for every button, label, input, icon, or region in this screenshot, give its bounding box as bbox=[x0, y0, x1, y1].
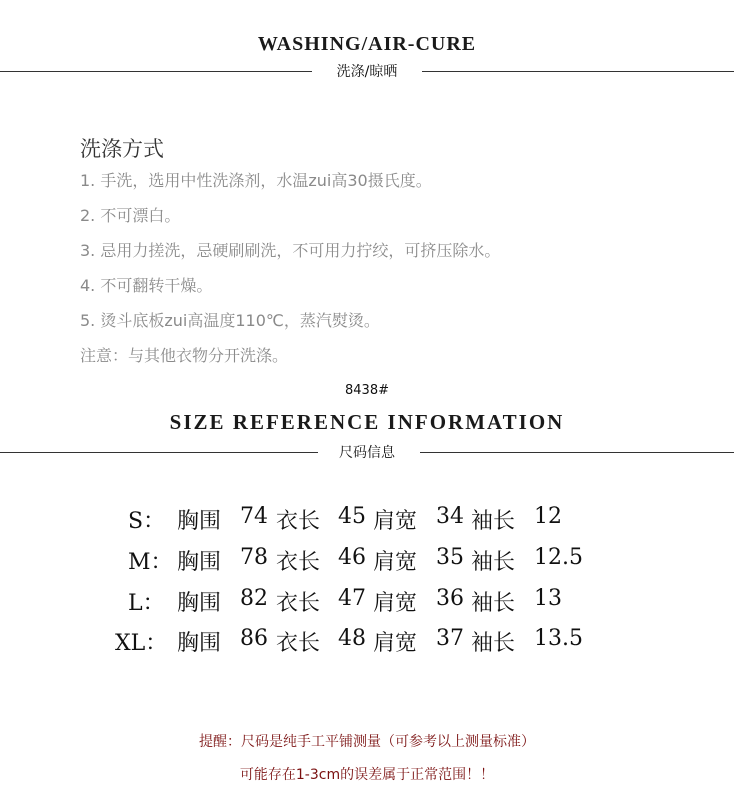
sleeve-label: 袖长 bbox=[471, 591, 516, 616]
size-label: S： bbox=[128, 509, 166, 534]
length-value: 48 bbox=[338, 626, 366, 651]
size-title: SIZE REFERENCE INFORMATION bbox=[169, 410, 565, 434]
size-label: L： bbox=[128, 591, 165, 616]
sleeve-label: 袖长 bbox=[471, 509, 516, 534]
size-divider bbox=[0, 443, 734, 463]
washing-item-2: 2. 不可漂白。 bbox=[80, 206, 181, 225]
size-label: M： bbox=[128, 550, 173, 575]
washing-item-1: 1. 手洗，选用中性洗涤剂，水温zui高30摄氏度。 bbox=[80, 171, 432, 190]
washing-note: 注意：与其他衣物分开洗涤。 bbox=[80, 346, 289, 365]
washing-divider bbox=[0, 62, 734, 82]
size-subtitle: 尺码信息 bbox=[339, 445, 395, 461]
chest-label: 胸围 bbox=[177, 631, 222, 656]
measurement-note: 提醒：尺码是纯手工平铺测量（可参考以上测量标准） bbox=[199, 734, 535, 750]
chest-value: 74 bbox=[240, 504, 268, 529]
tolerance-note: 可能存在1-3cm的误差属于正常范围！！ bbox=[239, 767, 495, 783]
size-label: XL： bbox=[115, 631, 168, 656]
product-code: 8438# bbox=[345, 383, 389, 398]
chest-value: 78 bbox=[240, 545, 268, 570]
length-value: 47 bbox=[338, 586, 366, 611]
chest-value: 82 bbox=[240, 586, 268, 611]
sleeve-value: 13.5 bbox=[534, 626, 583, 651]
chest-label: 胸围 bbox=[177, 550, 222, 575]
length-value: 45 bbox=[338, 504, 366, 529]
sleeve-label: 袖长 bbox=[471, 550, 516, 575]
length-label: 衣长 bbox=[276, 591, 321, 616]
shoulder-value: 37 bbox=[436, 626, 464, 651]
washing-subtitle: 洗涤/晾晒 bbox=[336, 64, 398, 80]
shoulder-value: 35 bbox=[436, 545, 464, 570]
chest-label: 胸围 bbox=[177, 591, 222, 616]
sleeve-label: 袖长 bbox=[471, 631, 516, 656]
chest-label: 胸围 bbox=[177, 509, 222, 534]
washing-heading: 洗涤方式 bbox=[80, 137, 164, 161]
sleeve-value: 13 bbox=[534, 586, 562, 611]
shoulder-value: 34 bbox=[436, 504, 464, 529]
washing-title: WASHING/AIR-CURE bbox=[257, 33, 477, 55]
shoulder-label: 肩宽 bbox=[373, 591, 418, 616]
shoulder-label: 肩宽 bbox=[373, 631, 418, 656]
washing-item-3: 3. 忌用力搓洗，忌硬刷刷洗，不可用力拧绞，可挤压除水。 bbox=[80, 241, 501, 260]
length-label: 衣长 bbox=[276, 631, 321, 656]
length-label: 衣长 bbox=[276, 550, 321, 575]
sleeve-value: 12 bbox=[534, 504, 562, 529]
length-value: 46 bbox=[338, 545, 366, 570]
sleeve-value: 12.5 bbox=[534, 545, 583, 570]
shoulder-label: 肩宽 bbox=[373, 509, 418, 534]
shoulder-value: 36 bbox=[436, 586, 464, 611]
length-label: 衣长 bbox=[276, 509, 321, 534]
washing-item-5: 5. 烫斗底板zui高温度110℃，蒸汽熨烫。 bbox=[80, 311, 380, 330]
shoulder-label: 肩宽 bbox=[373, 550, 418, 575]
washing-item-4: 4. 不可翻转干燥。 bbox=[80, 276, 213, 295]
chest-value: 86 bbox=[240, 626, 268, 651]
